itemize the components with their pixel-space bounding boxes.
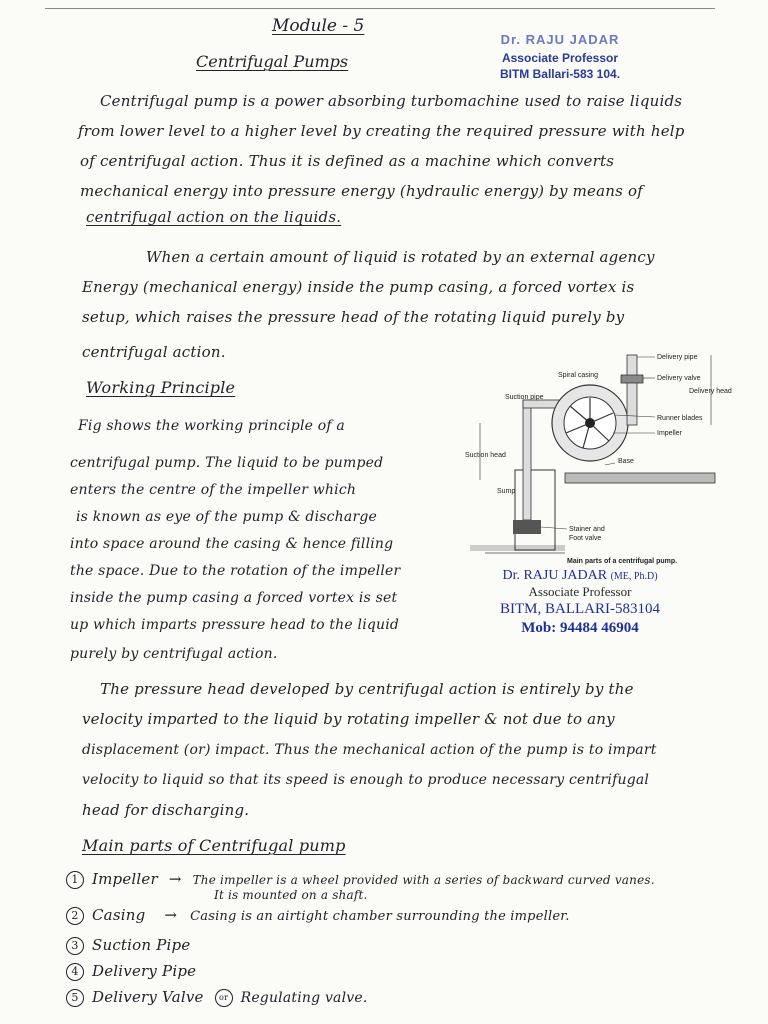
stamp-mid-place: BITM, BALLARI-583104 bbox=[500, 601, 660, 617]
part-number: 4 bbox=[66, 963, 84, 981]
part-item-delivery-valve bbox=[66, 988, 368, 1007]
stamp-mid-mob: Mob: 94484 46904 bbox=[521, 620, 639, 636]
part-desc-cont: It is mounted on a shaft. bbox=[214, 888, 368, 902]
para3-line: velocity to liquid so that its speed is enough to produce necessary centrifugal bbox=[82, 772, 650, 788]
para3-line: head for discharging. bbox=[82, 801, 250, 819]
page-top-rule bbox=[45, 8, 715, 9]
label-spiral-casing: Spiral casing bbox=[558, 372, 599, 379]
intro-line: of centrifugal action. Thus it is defined as a machine which converts bbox=[80, 152, 615, 170]
wp-line: inside the pump casing a forced vortex is set bbox=[70, 590, 398, 606]
wp-line: up which imparts pressure head to the liquid bbox=[70, 617, 400, 633]
part-desc: Casing is an airtight chamber surrounding the impeller. bbox=[190, 909, 570, 924]
wp-line: is known as eye of the pump & discharge bbox=[76, 509, 377, 525]
wp-line: into space around the casing & hence filling bbox=[70, 536, 394, 552]
wp-line: purely by centrifugal action. bbox=[70, 646, 278, 662]
main-parts-heading: Main parts of Centrifugal pump bbox=[82, 836, 346, 855]
para3-line: velocity imparted to the liquid by rotating impeller & not due to any bbox=[82, 710, 615, 728]
label-delivery-pipe: Delivery pipe bbox=[657, 354, 698, 361]
wp-line: enters the centre of the impeller which bbox=[70, 482, 357, 498]
figure-caption: Main parts of a centrifugal pump. bbox=[567, 558, 678, 565]
label-base: Base bbox=[618, 458, 634, 465]
part-item-suction-pipe bbox=[66, 936, 190, 955]
centrifugal-pump-diagram bbox=[455, 345, 732, 570]
suction-pipe bbox=[523, 400, 531, 520]
para2-line: Energy (mechanical energy) inside the pump casing, a forced vortex is bbox=[82, 278, 635, 296]
part-name: Suction Pipe bbox=[92, 936, 191, 954]
stamp-top-place: BITM Ballari-583 104. bbox=[499, 67, 621, 81]
wp-line: centrifugal pump. The liquid to be pumped bbox=[70, 455, 384, 471]
sump-tank bbox=[515, 470, 555, 550]
intro-line: centrifugal action on the liquids. bbox=[86, 208, 342, 226]
label-foot-valve: Foot valve bbox=[569, 535, 602, 542]
arrow-icon: → bbox=[164, 906, 178, 924]
topic-title: Centrifugal Pumps bbox=[196, 52, 349, 71]
part-name: Delivery Pipe bbox=[92, 962, 197, 980]
wp-line: Fig shows the working principle of a bbox=[78, 418, 345, 434]
para2-line: When a certain amount of liquid is rotated by an external agency bbox=[146, 248, 655, 266]
stamp-top-name: Dr. RAJU JADAR bbox=[500, 32, 620, 47]
part-desc: The impeller is a wheel provided with a series of backward curved vanes. bbox=[192, 873, 655, 887]
part-number: 3 bbox=[66, 937, 84, 955]
part-name: Casing bbox=[92, 906, 146, 924]
arrow-icon: → bbox=[168, 870, 182, 888]
part-name: Impeller bbox=[92, 870, 158, 888]
part-item-delivery-pipe bbox=[66, 962, 196, 981]
label-strainer: Stainer and bbox=[569, 526, 605, 533]
delivery-pipe bbox=[627, 355, 637, 425]
label-runner-blades: Runner blades bbox=[657, 415, 703, 422]
part-number: 2 bbox=[66, 907, 84, 925]
part-number: 1 bbox=[66, 871, 84, 889]
label-sump: Sump bbox=[497, 488, 516, 495]
para3-line: The pressure head developed by centrifugal action is entirely by the bbox=[100, 680, 634, 698]
para3-line: displacement (or) impact. Thus the mechanical action of the pump is to impart bbox=[82, 742, 657, 758]
stamp-top-role: Associate Professor bbox=[501, 51, 619, 65]
para2-line: setup, which raises the pressure head of the rotating liquid purely by bbox=[82, 308, 625, 326]
stamp-mid-qual: (ME, Ph.D) bbox=[610, 571, 658, 582]
part-item-impeller bbox=[66, 870, 655, 889]
delivery-valve bbox=[621, 375, 643, 383]
part-number: 5 bbox=[66, 989, 84, 1007]
stamp-mid-role: Associate Professor bbox=[528, 584, 632, 599]
stamp-mid-name bbox=[470, 568, 690, 584]
working-principle-heading: Working Principle bbox=[86, 378, 236, 397]
label-impeller: Impeller bbox=[657, 430, 682, 437]
wp-line: the space. Due to the rotation of the impeller bbox=[70, 563, 401, 579]
or-mark: or bbox=[215, 989, 233, 1007]
part-name: Delivery Valve bbox=[92, 988, 204, 1006]
intro-line: mechanical energy into pressure energy (hydraulic energy) by means of bbox=[80, 182, 643, 200]
strainer-foot-valve bbox=[513, 520, 541, 534]
pump-base bbox=[565, 473, 715, 483]
label-delivery-head: Delivery head bbox=[689, 388, 732, 395]
stamp-mid-name-text: Dr. RAJU JADAR bbox=[502, 568, 608, 583]
label-suction-head: Suction head bbox=[465, 452, 506, 459]
intro-line: from lower level to a higher level by creating the required pressure with help bbox=[78, 122, 685, 140]
label-delivery-valve: Delivery valve bbox=[657, 375, 701, 382]
para2-line: centrifugal action. bbox=[82, 343, 226, 361]
intro-line: Centrifugal pump is a power absorbing turbomachine used to raise liquids bbox=[100, 92, 683, 110]
label-suction-pipe: Suction pipe bbox=[505, 394, 544, 401]
shaft-eye bbox=[585, 418, 595, 428]
part-item-casing bbox=[66, 906, 570, 925]
module-title: Module - 5 bbox=[272, 16, 365, 36]
part-desc: Regulating valve. bbox=[240, 990, 368, 1006]
